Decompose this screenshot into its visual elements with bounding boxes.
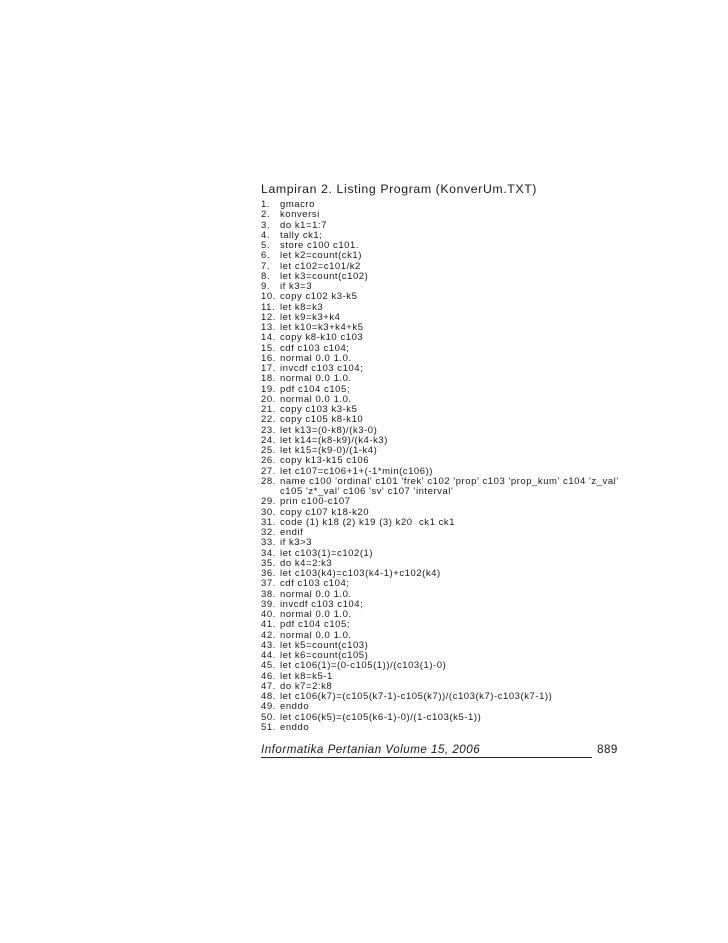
line-number: 9. xyxy=(261,281,271,292)
line-number: 11. xyxy=(261,301,276,313)
line-number: 33. xyxy=(261,537,276,549)
line-code: store c100 c101. xyxy=(280,240,360,251)
code-line xyxy=(261,723,641,733)
line-number: 28. xyxy=(261,475,276,487)
line-number: 21. xyxy=(261,404,276,415)
code-line xyxy=(261,210,641,220)
line-number: 10. xyxy=(261,291,276,303)
line-number: 15. xyxy=(261,342,276,354)
code-line xyxy=(261,518,641,528)
line-code: copy k8-k10 c103 xyxy=(280,332,364,344)
line-number: 3. xyxy=(261,219,271,231)
line-number: 5. xyxy=(261,240,271,251)
line-number: 18. xyxy=(261,373,276,385)
line-number: 49. xyxy=(261,701,276,713)
line-number: 27. xyxy=(261,465,276,477)
code-line xyxy=(261,292,641,302)
journal-name: Informatika Pertanian Volume 15, 2006 xyxy=(261,743,481,756)
code-line xyxy=(261,692,641,702)
line-number: 1. xyxy=(261,199,271,210)
line-code: let c103(1)=c102(1) xyxy=(280,547,374,559)
line-number: 51. xyxy=(261,721,276,733)
line-number: 46. xyxy=(261,670,276,682)
line-code: let c106(k5)=(c105(k6-1)-0)/(1-c103(k5-1)) xyxy=(280,711,482,723)
line-code: let c103(k4)=c103(k4-1)+c102(k4) xyxy=(280,568,441,579)
line-code: if k3>3 xyxy=(280,537,313,549)
line-code: gmacro xyxy=(280,199,315,210)
line-code: do k4=2:k3 xyxy=(280,557,333,569)
code-listing xyxy=(261,200,641,733)
line-code: normal 0.0 1.0. xyxy=(280,609,352,620)
line-number: 50. xyxy=(261,711,276,723)
code-line xyxy=(261,415,641,425)
line-number: 38. xyxy=(261,588,276,600)
code-line xyxy=(261,456,641,466)
line-code: let k15=(k9-0)/(1-k4) xyxy=(280,445,378,456)
line-code: let k5=count(c103) xyxy=(280,639,369,651)
code-line xyxy=(261,497,641,507)
code-line xyxy=(261,713,641,723)
line-number: 43. xyxy=(261,639,276,651)
line-number: 6. xyxy=(261,250,271,262)
line-code: pdf c104 c105; xyxy=(280,383,351,395)
line-number: 45. xyxy=(261,660,276,672)
line-code: normal 0.0 1.0. xyxy=(280,393,352,405)
line-number: 31. xyxy=(261,516,276,528)
line-number: 48. xyxy=(261,691,276,702)
line-code: konversi xyxy=(280,209,320,221)
line-code: endif xyxy=(280,527,304,538)
line-number: 19. xyxy=(261,383,276,395)
line-code: cdf c103 c104; xyxy=(280,578,350,590)
code-line xyxy=(261,251,641,261)
code-line xyxy=(261,477,641,498)
line-code: let c107=c106+1+(-1*min(c106)) xyxy=(280,465,434,477)
line-number: 32. xyxy=(261,527,276,538)
line-number: 2. xyxy=(261,209,271,221)
line-code: enddo xyxy=(280,721,310,733)
line-number: 17. xyxy=(261,363,276,374)
code-line xyxy=(261,579,641,589)
line-number: 20. xyxy=(261,393,276,405)
line-code: tally ck1; xyxy=(280,229,323,241)
line-code: let k3=count(c102) xyxy=(280,270,369,282)
line-number: 30. xyxy=(261,506,276,518)
line-number: 8. xyxy=(261,270,271,282)
line-code: let k9=k3+k4 xyxy=(280,311,341,323)
line-number: 40. xyxy=(261,609,276,620)
code-line xyxy=(261,333,641,343)
line-number: 34. xyxy=(261,547,276,559)
line-code: invcdf c103 c104; xyxy=(280,598,364,610)
line-code: if k3=3 xyxy=(280,281,313,292)
line-code: normal 0.0 1.0. xyxy=(280,352,352,364)
line-number: 39. xyxy=(261,598,276,610)
line-number: 42. xyxy=(261,629,276,641)
line-code: name c100 'ordinal' c101 'frek' c102 'prop' c103 'prop_kum' c104 'z_val' c105 'z*_val' c106 'sv' c107 'interval' xyxy=(280,475,622,497)
line-code: normal 0.0 1.0. xyxy=(280,629,352,641)
line-number: 7. xyxy=(261,260,271,272)
line-code: do k1=1:7 xyxy=(280,219,327,231)
line-code: enddo xyxy=(280,701,310,713)
line-number: 13. xyxy=(261,322,276,333)
line-number: 16. xyxy=(261,352,276,364)
line-code: let k13=(0-k8)/(k3-0) xyxy=(280,424,378,436)
line-number: 24. xyxy=(261,434,276,446)
line-number: 4. xyxy=(261,229,271,241)
line-code: copy c105 k8-k10 xyxy=(280,414,364,426)
line-number: 44. xyxy=(261,650,276,661)
line-code: let c102=c101/k2 xyxy=(280,260,361,272)
line-code: invcdf c103 c104; xyxy=(280,363,364,374)
line-number: 25. xyxy=(261,445,276,456)
line-code: let k14=(k8-k9)/(k4-k3) xyxy=(280,434,388,446)
line-number: 41. xyxy=(261,619,276,631)
line-code: copy c107 k18-k20 xyxy=(280,506,370,518)
line-number: 22. xyxy=(261,414,276,426)
line-code: let k8=k3 xyxy=(280,301,324,313)
page-number: 889 xyxy=(597,743,618,756)
line-code: let k6=count(c105) xyxy=(280,650,369,661)
line-number: 47. xyxy=(261,680,276,692)
line-code: let k10=k3+k4+k5 xyxy=(280,322,364,333)
code-line xyxy=(261,528,641,538)
line-code: normal 0.0 1.0. xyxy=(280,588,352,600)
line-code: let k8=k5-1 xyxy=(280,670,333,682)
page-footer xyxy=(261,743,621,759)
code-line xyxy=(261,272,641,282)
code-line xyxy=(261,620,641,630)
line-number: 12. xyxy=(261,311,276,323)
line-code: copy c103 k3-k5 xyxy=(280,404,358,415)
line-code: let c106(k7)=(c105(k7-1)-c105(k7))/(c103(k7)-c103(k7-1)) xyxy=(280,691,553,702)
line-number: 14. xyxy=(261,332,276,344)
line-number: 26. xyxy=(261,455,276,467)
code-line xyxy=(261,702,641,712)
line-code: code (1) k18 (2) k19 (3) k20 ck1 ck1 xyxy=(280,516,456,528)
code-line xyxy=(261,538,641,548)
code-line xyxy=(261,661,641,671)
code-line xyxy=(261,374,641,384)
line-number: 29. xyxy=(261,496,276,508)
line-number: 35. xyxy=(261,557,276,569)
line-code: let k2=count(ck1) xyxy=(280,250,362,262)
line-code: copy k13-k15 c106 xyxy=(280,455,370,467)
document-title: Lampiran 2. Listing Program (KonverUm.TXT) xyxy=(261,182,538,196)
line-code: normal 0.0 1.0. xyxy=(280,373,352,385)
line-code: do k7=2:k8 xyxy=(280,680,333,692)
line-code: pdf c104 c105; xyxy=(280,619,351,631)
line-number: 36. xyxy=(261,568,276,579)
line-code: let c106(1)=(0-c105(1))/(c103(1)-0) xyxy=(280,660,447,672)
line-number: 23. xyxy=(261,424,276,436)
line-code: prin c100-c107 xyxy=(280,496,351,508)
footer-rule xyxy=(261,757,592,758)
line-code: cdf c103 c104; xyxy=(280,342,350,354)
line-number: 37. xyxy=(261,578,276,590)
line-code: copy c102 k3-k5 xyxy=(280,291,358,303)
